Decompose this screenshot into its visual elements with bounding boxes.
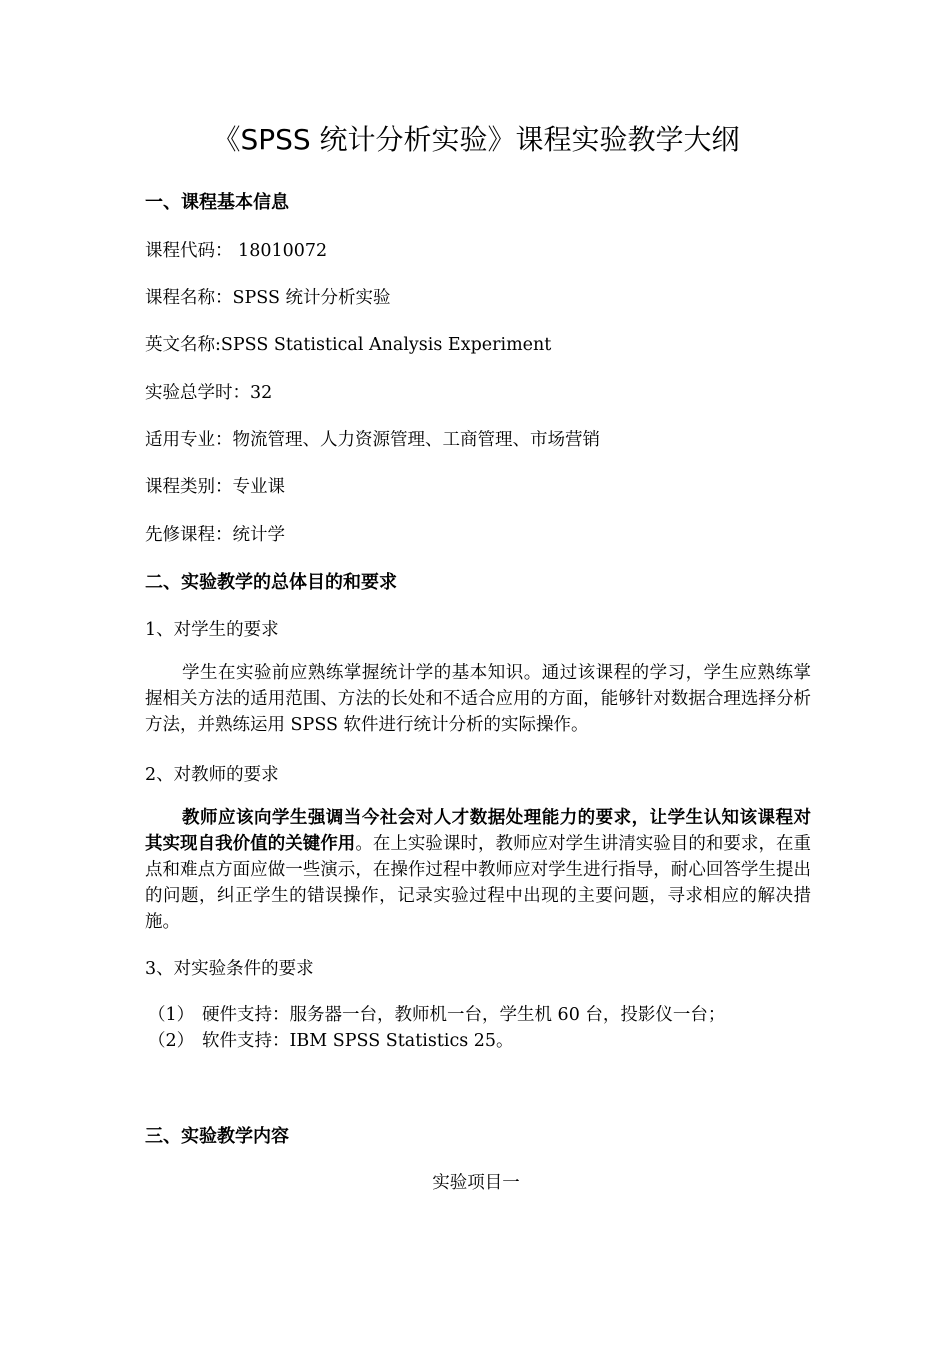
teacher-requirements-heading: 2、对教师的要求	[145, 765, 279, 785]
list-item	[148, 1027, 514, 1052]
list-item-text: 软件支持：IBM SPSS Statistics 25。	[202, 1031, 514, 1051]
section-heading-objectives: 二、实验教学的总体目的和要求	[145, 572, 397, 593]
applicable-majors: 适用专业：物流管理、人力资源管理、工商管理、市场营销	[145, 430, 600, 450]
lab-conditions-heading: 3、对实验条件的要求	[145, 959, 314, 979]
teacher-requirements-emphasis: 教师应该向学生强调当今社会对人才数据处理能力的要求，让学生认知该课程对其实现自我价值的关键作用	[145, 808, 811, 854]
course-category: 课程类别：专业课	[145, 477, 285, 497]
student-requirements-paragraph: 学生在实验前应熟练掌握统计学的基本知识。通过该课程的学习，学生应熟练掌握相关方法的适用范围、方法的长处和不适合应用的方面，能够针对数据合理选择分析方法，并熟练运用 SPSS 软件进行统计分析的实际操作。	[145, 663, 811, 735]
english-name: 英文名称:SPSS Statistical Analysis Experiment	[145, 335, 552, 355]
list-item-number: （1）	[148, 1005, 195, 1025]
total-hours: 实验总学时：32	[145, 383, 273, 403]
list-item-number: （2）	[148, 1031, 195, 1051]
teacher-requirements-paragraph	[145, 805, 811, 935]
list-item-text: 硬件支持：服务器一台，教师机一台，学生机 60 台，投影仪一台；	[202, 1005, 726, 1025]
student-requirements-heading: 1、对学生的要求	[145, 620, 279, 640]
list-item	[148, 1001, 725, 1026]
section-heading-content: 三、实验教学内容	[145, 1126, 289, 1147]
prerequisite-course: 先修课程：统计学	[145, 525, 285, 545]
course-code: 课程代码： 18010072	[145, 241, 328, 261]
course-name: 课程名称：SPSS 统计分析实验	[145, 288, 391, 308]
section-heading-basic-info: 一、课程基本信息	[145, 192, 289, 213]
page-title: 《SPSS 统计分析实验》课程实验教学大纲	[212, 123, 740, 156]
teacher-requirements-text: 。在上实验课时，教师应对学生讲清实验目的和要求，在重点和难点方面应做一些演示，在操作过程中教师应对学生进行指导，耐心回答学生提出的问题，纠正学生的错误操作，记录实验过程中出现的主要问题，寻求相应的解决措施。	[145, 834, 812, 932]
experiment-project-title: 实验项目一	[432, 1173, 520, 1193]
